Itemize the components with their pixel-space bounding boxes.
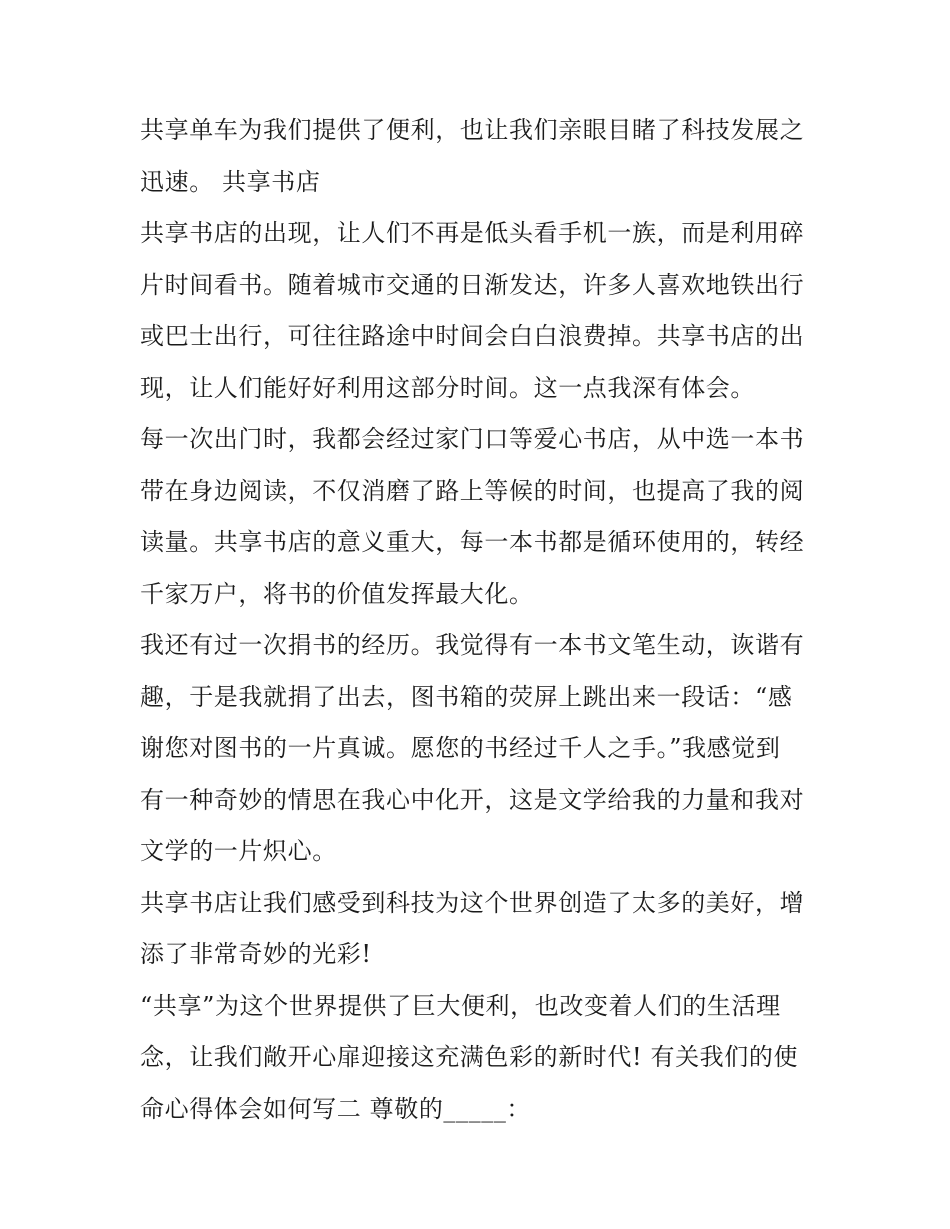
text-line: 片时间看书。随着城市交通的日渐发达，许多人喜欢地铁出行 <box>140 270 805 299</box>
text-line: 每一次出门时，我都会经过家门口等爱心书店，从中选一本书 <box>140 425 805 453</box>
text-line: 念，让我们敞开心扉迎接这充满色彩的新时代! 有关我们的使 <box>140 1043 799 1071</box>
text-line: 谢您对图书的一片真诚。愿您的书经过千人之手。”我感觉到 <box>140 734 781 762</box>
text-line: 命心得体会如何写二 尊敬的_____： <box>140 1094 532 1123</box>
text-line: “共享”为这个世界提供了巨大便利，也改变着人们的生活理 <box>140 991 781 1020</box>
text-line: 有一种奇妙的情思在我心中化开，这是文学给我的力量和我对 <box>140 785 805 814</box>
text-line: 趣，于是我就捐了出去，图书箱的荧屏上跳出来一段话：“感 <box>140 682 793 711</box>
text-line: 千家万户，将书的价值发挥最大化。 <box>140 579 534 608</box>
document-body <box>140 105 820 1135</box>
text-line: 添了非常奇妙的光彩! <box>140 940 372 968</box>
text-line: 迅速。 共享书店 <box>140 167 321 196</box>
text-line: 共享书店的出现，让人们不再是低头看手机一族，而是利用碎 <box>140 219 805 247</box>
text-line: 共享单车为我们提供了便利，也让我们亲眼目睹了科技发展之 <box>140 116 805 144</box>
text-line: 共享书店让我们感受到科技为这个世界创造了太多的美好，增 <box>140 888 805 917</box>
text-line: 带在身边阅读，不仅消磨了路上等候的时间，也提高了我的阅 <box>140 476 805 505</box>
text-line: 文学的一片炽心。 <box>140 837 337 865</box>
text-line: 或巴士出行，可往往路途中时间会白白浪费掉。共享书店的出 <box>140 322 805 350</box>
text-line: 读量。共享书店的意义重大，每一本书都是循环使用的，转经 <box>140 528 805 556</box>
text-line: 现，让人们能好好利用这部分时间。这一点我深有体会。 <box>140 373 755 402</box>
text-line: 我还有过一次捐书的经历。我觉得有一本书文笔生动，诙谐有 <box>140 631 805 659</box>
